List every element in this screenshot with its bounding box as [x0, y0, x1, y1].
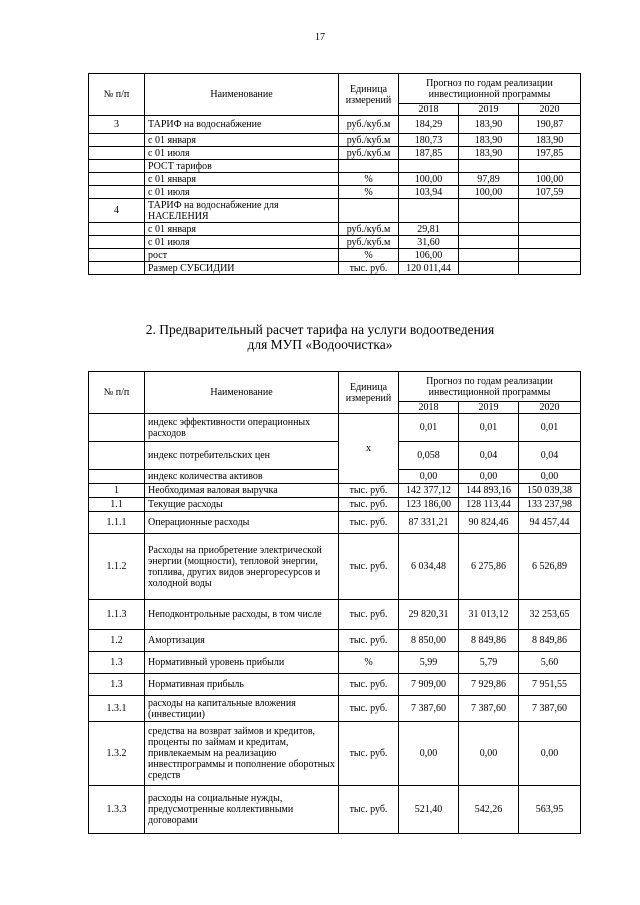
- row-value: 0,00: [459, 722, 519, 786]
- row-value: 183,90: [459, 134, 519, 147]
- row-value: 0,00: [519, 470, 581, 484]
- row-value: 8 849,86: [459, 630, 519, 652]
- row-name: расходы на капитальные вложения (инвестиции): [145, 696, 339, 722]
- row-name: индекс эффективности операционных расходов: [145, 414, 339, 442]
- row-value: [519, 249, 581, 262]
- row-num: 1.2: [89, 630, 145, 652]
- row-name: ТАРИФ на водоснабжение: [145, 116, 339, 134]
- row-value: 6 275,86: [459, 534, 519, 600]
- row-name: Нормативная прибыль: [145, 674, 339, 696]
- row-value: 0,04: [519, 442, 581, 470]
- row-num: 1.3.1: [89, 696, 145, 722]
- row-value: 107,59: [519, 186, 581, 199]
- row-value: 5,79: [459, 652, 519, 674]
- row-value: 6 526,89: [519, 534, 581, 600]
- row-unit: руб./куб.м: [339, 116, 399, 134]
- row-value: 7 387,60: [399, 696, 459, 722]
- row-value: 29 820,31: [399, 600, 459, 630]
- row-value: [519, 236, 581, 249]
- row-unit: тыс. руб.: [339, 696, 399, 722]
- table-row: [89, 199, 581, 223]
- row-value: [459, 262, 519, 275]
- table-row: [89, 262, 581, 275]
- header-name: Наименование: [145, 372, 339, 414]
- row-value: 183,90: [519, 134, 581, 147]
- row-unit: тыс. руб.: [339, 262, 399, 275]
- row-num: 1.3: [89, 652, 145, 674]
- row-value: 144 893,16: [459, 484, 519, 498]
- row-value: 87 331,21: [399, 512, 459, 534]
- row-value: 0,00: [399, 722, 459, 786]
- row-unit: тыс. руб.: [339, 786, 399, 834]
- row-num: 1: [89, 484, 145, 498]
- row-name: рост: [145, 249, 339, 262]
- row-unit: [339, 199, 399, 223]
- row-num: [89, 414, 145, 442]
- row-unit: тыс. руб.: [339, 600, 399, 630]
- row-num: [89, 262, 145, 275]
- row-unit: руб./куб.м: [339, 223, 399, 236]
- row-value: 29,81: [399, 223, 459, 236]
- row-value: 0,00: [519, 722, 581, 786]
- row-name: Текущие расходы: [145, 498, 339, 512]
- row-value: 94 457,44: [519, 512, 581, 534]
- row-value: [399, 160, 459, 173]
- row-name: расходы на социальные нужды, предусмотренные коллективными договорами: [145, 786, 339, 834]
- row-value: 100,00: [519, 173, 581, 186]
- row-num: [89, 173, 145, 186]
- row-unit: руб./куб.м: [339, 236, 399, 249]
- row-value: 0,00: [399, 470, 459, 484]
- page-number: 17: [315, 32, 325, 43]
- row-name: ТАРИФ на водоснабжение для НАСЕЛЕНИЯ: [145, 199, 339, 223]
- row-num: [89, 186, 145, 199]
- row-value: 0,01: [519, 414, 581, 442]
- index-row: [89, 442, 581, 470]
- table-row: [89, 534, 581, 600]
- table-row: [89, 249, 581, 262]
- row-unit: x: [339, 414, 399, 484]
- row-name: с 01 января: [145, 134, 339, 147]
- row-name: с 01 января: [145, 173, 339, 186]
- row-name: РОСТ тарифов: [145, 160, 339, 173]
- table-row: [89, 134, 581, 147]
- header-year-2019: 2019: [459, 402, 519, 414]
- table-row: [89, 186, 581, 199]
- row-num: [89, 470, 145, 484]
- table-row: [89, 160, 581, 173]
- row-value: [519, 160, 581, 173]
- row-value: 106,00: [399, 249, 459, 262]
- row-num: [89, 442, 145, 470]
- section-title-line2: для МУП «Водоочистка»: [247, 337, 393, 352]
- table-row: [89, 173, 581, 186]
- table-row: [89, 512, 581, 534]
- row-value: 31,60: [399, 236, 459, 249]
- row-value: 128 113,44: [459, 498, 519, 512]
- row-unit: тыс. руб.: [339, 498, 399, 512]
- tariff-wastewater-table: [88, 371, 581, 834]
- row-unit: тыс. руб.: [339, 512, 399, 534]
- row-value: 150 039,38: [519, 484, 581, 498]
- row-num: 1.3.3: [89, 786, 145, 834]
- row-unit: [339, 160, 399, 173]
- row-value: 0,00: [459, 470, 519, 484]
- row-name: с 01 июля: [145, 186, 339, 199]
- table-row: [89, 223, 581, 236]
- header-year-2020: 2020: [519, 104, 581, 116]
- tariff-water-table: [88, 73, 581, 275]
- section-title-line1: 2. Предварительный расчет тарифа на услуги водоотведения: [145, 322, 495, 337]
- row-num: [89, 236, 145, 249]
- row-num: 1.3: [89, 674, 145, 696]
- table-row: [89, 147, 581, 160]
- row-num: [89, 160, 145, 173]
- row-name: средства на возврат займов и кредитов, проценты по займам и кредитам, привлекаемым на реализацию инвестпрограммы и пополнение оборотных средств: [145, 722, 339, 786]
- table-row: [89, 498, 581, 512]
- row-unit: руб./куб.м: [339, 134, 399, 147]
- row-name: Расходы на приобретение электрической энергии (мощности), тепловой энергии, топлива, других видов энергоресурсов и холодной воды: [145, 534, 339, 600]
- row-unit: %: [339, 652, 399, 674]
- row-unit: %: [339, 173, 399, 186]
- row-num: 1.1: [89, 498, 145, 512]
- row-name: Размер СУБСИДИИ: [145, 262, 339, 275]
- row-value: 6 034,48: [399, 534, 459, 600]
- row-name: Амортизация: [145, 630, 339, 652]
- header-num: № п/п: [89, 74, 145, 116]
- table-row: [89, 652, 581, 674]
- row-unit: %: [339, 249, 399, 262]
- row-unit: руб./куб.м: [339, 147, 399, 160]
- row-value: [459, 236, 519, 249]
- row-value: 90 824,46: [459, 512, 519, 534]
- row-value: 0,01: [459, 414, 519, 442]
- row-value: 7 909,00: [399, 674, 459, 696]
- row-value: 190,87: [519, 116, 581, 134]
- row-value: 8 849,86: [519, 630, 581, 652]
- index-row: [89, 470, 581, 484]
- row-num: [89, 147, 145, 160]
- row-value: 187,85: [399, 147, 459, 160]
- row-value: 100,00: [399, 173, 459, 186]
- row-value: 7 387,60: [519, 696, 581, 722]
- row-value: 103,94: [399, 186, 459, 199]
- row-name: Необходимая валовая выручка: [145, 484, 339, 498]
- row-value: 32 253,65: [519, 600, 581, 630]
- row-num: [89, 249, 145, 262]
- row-value: 183,90: [459, 147, 519, 160]
- row-name: с 01 июля: [145, 147, 339, 160]
- table-row: [89, 696, 581, 722]
- row-num: 1.3.2: [89, 722, 145, 786]
- row-name: индекс количества активов: [145, 470, 339, 484]
- row-value: 7 951,55: [519, 674, 581, 696]
- row-value: 133 237,98: [519, 498, 581, 512]
- row-value: 5,60: [519, 652, 581, 674]
- index-row: [89, 414, 581, 442]
- row-num: 1.1.3: [89, 600, 145, 630]
- row-value: 7 387,60: [459, 696, 519, 722]
- row-unit: тыс. руб.: [339, 722, 399, 786]
- row-name: Операционные расходы: [145, 512, 339, 534]
- row-name: индекс потребительских цен: [145, 442, 339, 470]
- row-name: с 01 января: [145, 223, 339, 236]
- table-row: [89, 722, 581, 786]
- table-row: [89, 786, 581, 834]
- table-row: [89, 600, 581, 630]
- row-value: [519, 199, 581, 223]
- row-value: [459, 160, 519, 173]
- header-year-2018: 2018: [399, 104, 459, 116]
- row-value: 542,26: [459, 786, 519, 834]
- row-num: [89, 134, 145, 147]
- row-num: 4: [89, 199, 145, 223]
- row-num: 3: [89, 116, 145, 134]
- header-year-2020: 2020: [519, 402, 581, 414]
- row-value: 184,29: [399, 116, 459, 134]
- row-value: 120 011,44: [399, 262, 459, 275]
- row-num: 1.1.1: [89, 512, 145, 534]
- row-value: [399, 199, 459, 223]
- row-num: [89, 223, 145, 236]
- table-row: [89, 484, 581, 498]
- row-value: 5,99: [399, 652, 459, 674]
- row-value: 31 013,12: [459, 600, 519, 630]
- header-year-2018: 2018: [399, 402, 459, 414]
- table-row: [89, 674, 581, 696]
- row-value: 180,73: [399, 134, 459, 147]
- table-row: [89, 116, 581, 134]
- section-title: [0, 322, 640, 352]
- row-value: 100,00: [459, 186, 519, 199]
- header-unit: Единица измерений: [339, 74, 399, 116]
- row-unit: тыс. руб.: [339, 484, 399, 498]
- row-unit: тыс. руб.: [339, 630, 399, 652]
- header-unit: Единица измерений: [339, 372, 399, 414]
- row-name: Неподконтрольные расходы, в том числе: [145, 600, 339, 630]
- row-value: 142 377,12: [399, 484, 459, 498]
- row-value: 8 850,00: [399, 630, 459, 652]
- table-row: [89, 630, 581, 652]
- row-unit: %: [339, 186, 399, 199]
- header-name: Наименование: [145, 74, 339, 116]
- row-name: с 01 июля: [145, 236, 339, 249]
- row-value: 0,058: [399, 442, 459, 470]
- row-value: 97,89: [459, 173, 519, 186]
- header-num: № п/п: [89, 372, 145, 414]
- row-value: [519, 262, 581, 275]
- table-row: [89, 236, 581, 249]
- row-value: 7 929,86: [459, 674, 519, 696]
- header-forecast: Прогноз по годам реализации инвестиционной программы: [399, 372, 581, 402]
- row-value: 563,95: [519, 786, 581, 834]
- row-value: 0,01: [399, 414, 459, 442]
- row-value: 123 186,00: [399, 498, 459, 512]
- row-value: [519, 223, 581, 236]
- row-value: 183,90: [459, 116, 519, 134]
- row-unit: тыс. руб.: [339, 534, 399, 600]
- row-value: 521,40: [399, 786, 459, 834]
- header-year-2019: 2019: [459, 104, 519, 116]
- header-forecast: Прогноз по годам реализации инвестиционной программы: [399, 74, 581, 104]
- row-value: [459, 223, 519, 236]
- row-unit: тыс. руб.: [339, 674, 399, 696]
- row-value: [459, 199, 519, 223]
- row-name: Нормативный уровень прибыли: [145, 652, 339, 674]
- row-num: 1.1.2: [89, 534, 145, 600]
- row-value: [459, 249, 519, 262]
- row-value: 0,04: [459, 442, 519, 470]
- row-value: 197,85: [519, 147, 581, 160]
